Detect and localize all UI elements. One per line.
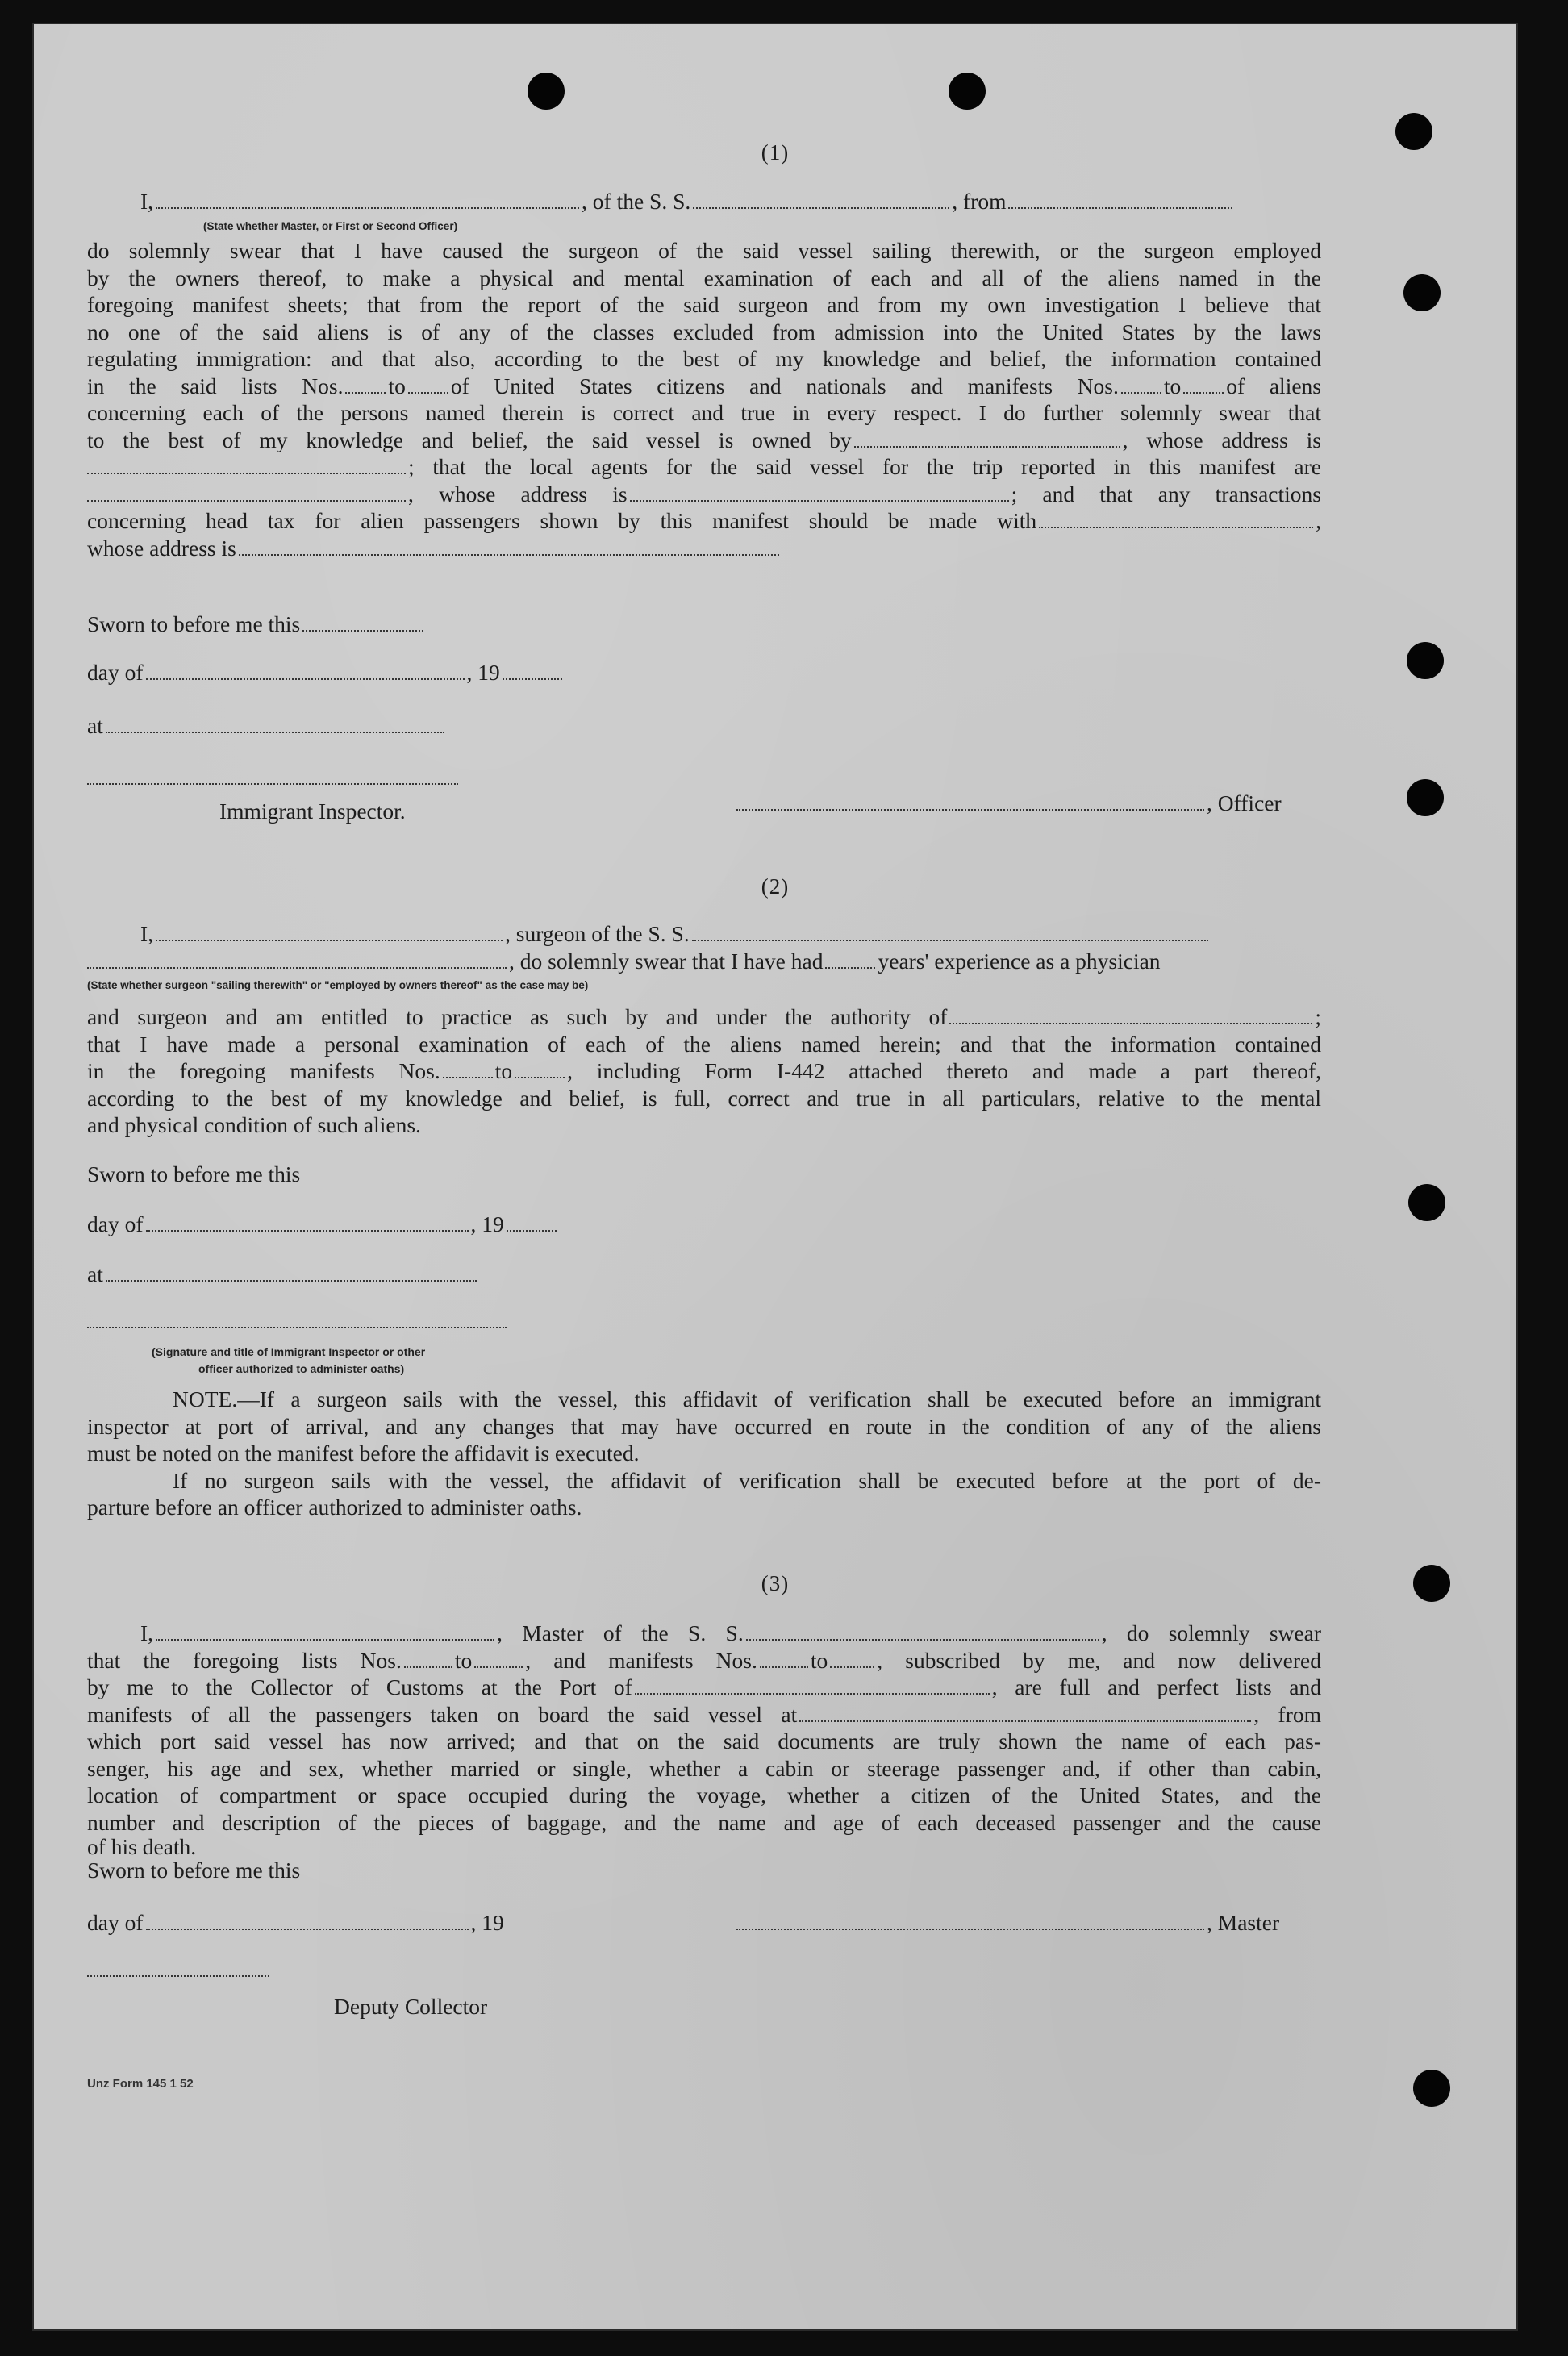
- punch-hole: [949, 73, 986, 110]
- dayof-line-3: day of , 19: [87, 1910, 504, 1935]
- punch-hole: [1407, 642, 1444, 679]
- manifests-to-field-2[interactable]: [515, 1061, 565, 1078]
- manifests-from-field-3[interactable]: [760, 1650, 808, 1668]
- section-3-number: (3): [761, 1571, 790, 1595]
- section-1-number: (1): [761, 140, 790, 165]
- month-field-3[interactable]: [146, 1912, 469, 1930]
- lists-from-field-3[interactable]: [404, 1650, 452, 1668]
- year-field-2[interactable]: [507, 1214, 557, 1232]
- master-name-field[interactable]: [156, 1623, 494, 1641]
- owner-field[interactable]: [854, 430, 1120, 448]
- dayof-line-1: day of , 19: [87, 660, 565, 686]
- surgeon-capacity-field[interactable]: [87, 951, 507, 969]
- deputy-signature-line[interactable]: [87, 1957, 269, 1983]
- punch-hole: [1408, 1184, 1445, 1221]
- sworn-day-field-1[interactable]: [302, 614, 423, 632]
- surgeon-vessel-field[interactable]: [692, 924, 1208, 941]
- form-sheet: [32, 23, 1518, 2331]
- officer-signature-field[interactable]: [736, 793, 1204, 811]
- lists-to-field-3[interactable]: [474, 1650, 523, 1668]
- punch-hole: [1403, 274, 1441, 311]
- surgeon-name-field[interactable]: [156, 924, 503, 941]
- surgeon-caption: (State whether surgeon "sailing therewith" or "employed by owners thereof" as the case may be): [87, 979, 589, 991]
- section-2-number: (2): [761, 874, 790, 899]
- manifests-from-field-2[interactable]: [443, 1061, 493, 1078]
- customs-port-field[interactable]: [635, 1677, 990, 1695]
- form-number: Unz Form 145 1 52: [87, 2077, 194, 2091]
- punch-hole: [1407, 779, 1444, 816]
- sworn-line-1: Sworn to before me this: [87, 611, 426, 637]
- years-experience-field[interactable]: [825, 951, 875, 969]
- section-2-body: and surgeon and am entitled to practice as such by and under the authority of ; that I have made a personal examination of each of the aliens named herein; and that the information contained in the foregoing manifests Nos. to , including Form I-442 attached thereto and made a part thereof, according to the best of my knowledge and belief, is full, correct and true in all particulars, relative to the mental and physical condition of such aliens.: [87, 1004, 1322, 1137]
- sworn-line-2: Sworn to before me this: [87, 1161, 301, 1186]
- at-field-2[interactable]: [106, 1264, 477, 1282]
- boarding-port-field[interactable]: [799, 1704, 1251, 1722]
- punch-hole: [528, 73, 565, 110]
- oath-signature-line[interactable]: [87, 1308, 507, 1334]
- officer-title-field[interactable]: [156, 191, 579, 209]
- surgeon-line-2: , do solemnly swear that I have had years' experience as a physician: [87, 949, 1161, 974]
- dayof-line-2: day of , 19: [87, 1211, 559, 1237]
- month-field-2[interactable]: [146, 1214, 469, 1232]
- deputy-collector-label: Deputy Collector: [334, 1994, 488, 2019]
- master-signature-line: , Master: [734, 1910, 1279, 1936]
- master-signature-field[interactable]: [736, 1912, 1204, 1930]
- punch-hole: [1413, 2070, 1450, 2107]
- signature-caption-2: officer authorized to administer oaths): [198, 1362, 405, 1375]
- immigrant-inspector-label: Immigrant Inspector.: [219, 799, 406, 824]
- note-block: NOTE.—If a surgeon sails with the vessel, this affidavit of verification shall be executed before an immigrant inspector at port of arrival, and any changes that may have occurred en route in the condition of any of the aliens must be noted on the manifest before the affidavit is executed. If no surgeon sails with the vessel, the affidavit of verification shall be executed before at the port of de- parture before an officer authorized to administer oaths.: [87, 1386, 1321, 1520]
- owner-address-field[interactable]: [87, 457, 406, 474]
- inspector-signature-line[interactable]: [87, 765, 458, 790]
- at-field-1[interactable]: [106, 715, 444, 733]
- month-field-1[interactable]: [146, 662, 465, 680]
- at-line-1: at: [87, 713, 447, 739]
- manifests-to-field-3[interactable]: [830, 1650, 874, 1668]
- officer-caption: (State whether Master, or First or Second Officer): [203, 220, 458, 232]
- agents-field[interactable]: [87, 484, 406, 502]
- officer-signature-line: , Officer: [734, 790, 1282, 816]
- signature-caption-1: (Signature and title of Immigrant Inspector or other: [152, 1345, 426, 1358]
- alien-manifest-from-field[interactable]: [1121, 376, 1161, 394]
- head-tax-party-field[interactable]: [1039, 511, 1313, 528]
- section-1-body: do solemnly swear that I have caused the surgeon of the said vessel sailing therewith, or the surgeon employed by the owners thereof, to make a physical and mental examination of each and all of the aliens named in the foregoing manifest sheets; that from the report of the said surgeon and from my own investigation I believe that no one of the said aliens is of any of the classes excluded from admission into the United States by the laws regulating immigration: and that also, according to the best of my knowledge and belief, the information contained in the said lists Nos. to of United States citizens and nationals and manifests Nos. to of aliens concerning each of the persons named therein is correct and true in every respect. I do further solemnly swear that to the best of my knowledge and belief, the said vessel is owned by , whose address is ; that the local agents for the said vessel for the trip reported in this manifest are , whose address is ; and that any transactions concerning head tax for alien passengers shown by this manifest should be made with , whose address is: [87, 238, 1321, 561]
- section-1-header: I, , of the S. S. , from: [87, 188, 1321, 215]
- at-line-2: at: [87, 1261, 479, 1287]
- year-field-1[interactable]: [503, 662, 562, 680]
- authority-field[interactable]: [949, 1007, 1312, 1024]
- section-3-body: I, , Master of the S. S. , do solemnly swear that the foregoing lists Nos. to , and manifests Nos. to , subscribed by me, and now delivered by me to the Collector of Customs at the Port of , are full and perfect lists and manifests of all the passengers taken on board the said vessel at , from which port said vessel has now arrived; and that on the said documents are truly shown the name of each pas- senger, his age and sex, whether married or single, whether a cabin or steerage passenger and, if other than cabin, location of compartment or space occupied during the voyage, whether a citizen of the United States, and the number and description of the pieces of baggage, and the name and age of each deceased passenger and the cause of his death. Sworn to before me this: [87, 1620, 1321, 1883]
- head-tax-address-field[interactable]: [239, 538, 779, 556]
- from-port-field[interactable]: [1008, 191, 1232, 209]
- vessel-name-field[interactable]: [693, 191, 949, 209]
- us-lists-from-field[interactable]: [345, 376, 386, 394]
- agents-address-field[interactable]: [630, 484, 1009, 502]
- us-lists-to-field[interactable]: [408, 376, 448, 394]
- alien-manifest-to-field[interactable]: [1183, 376, 1224, 394]
- surgeon-line-1: I, , surgeon of the S. S.: [140, 921, 1211, 947]
- master-vessel-field[interactable]: [746, 1623, 1099, 1641]
